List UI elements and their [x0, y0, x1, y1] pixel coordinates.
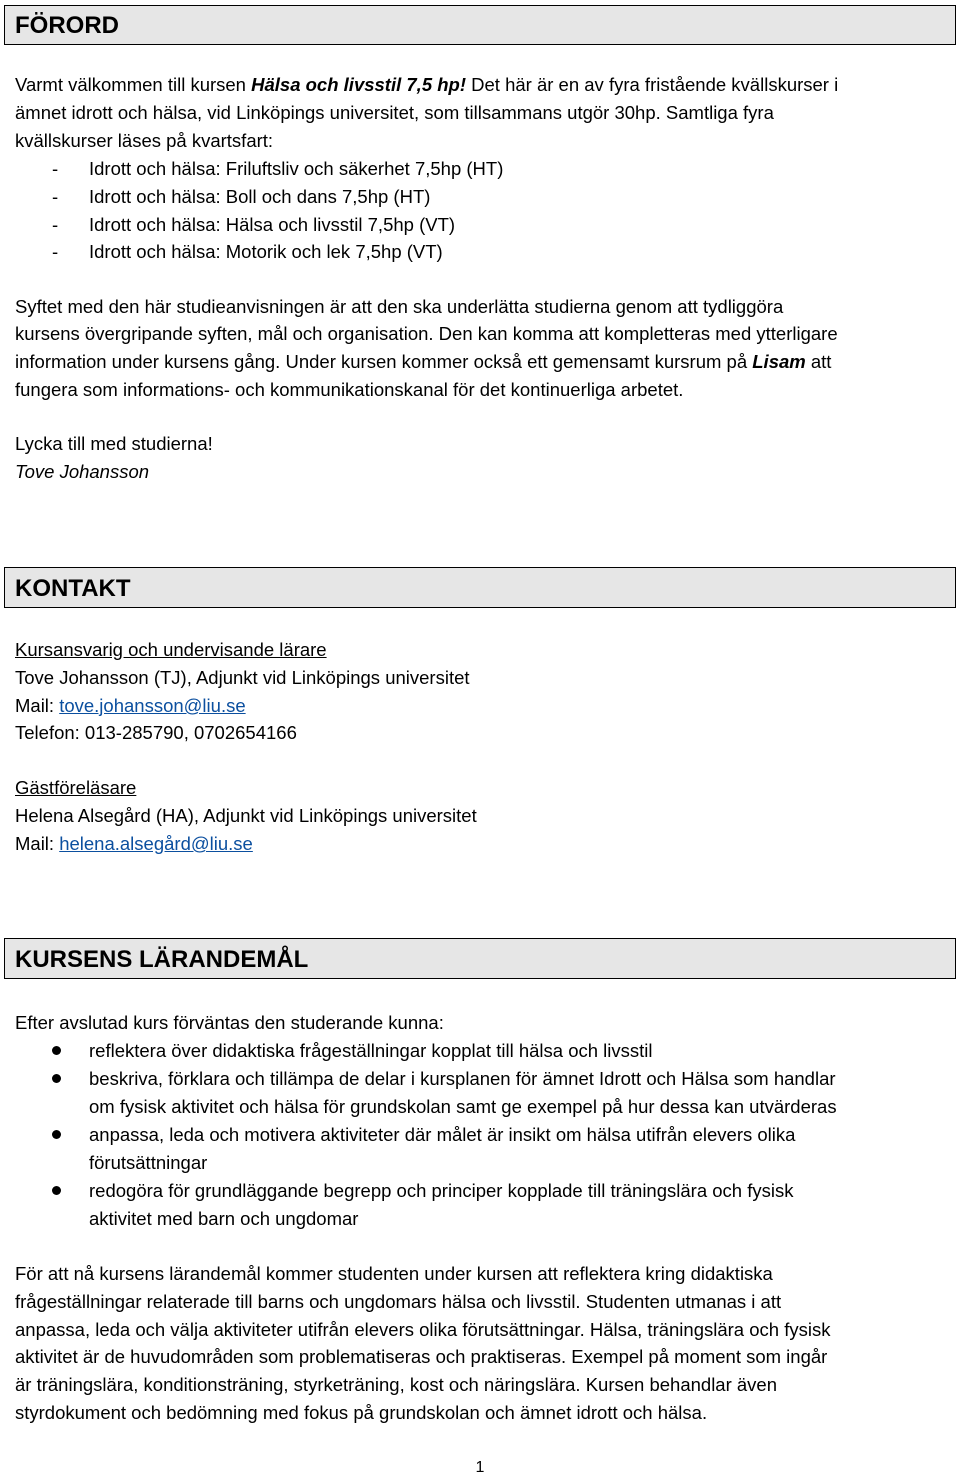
foreword-intro-line-1 [15, 71, 838, 99]
list-dash: - [52, 241, 59, 262]
purpose-line-3-post: att [805, 351, 832, 372]
responsible-mail-link[interactable]: tove.johansson@liu.se [59, 695, 246, 716]
foreword-intro-line-3: kvällskurser läses på kvartsfart: [15, 130, 274, 151]
responsible-mail-line [15, 692, 246, 720]
guest-title: Gästföreläsare [15, 777, 137, 798]
goals-paragraph-line: anpassa, leda och välja aktiviteter utifrån elevers olika förutsättningar. Hälsa, träningslära och fysisk [15, 1319, 831, 1340]
bullet-icon [52, 1074, 61, 1083]
purpose-line-4: fungera som informations- och kommunikationskanal för det kontinuerliga arbetet. [15, 379, 684, 400]
guest-name: Helena Alsegård (HA), Adjunkt vid Linköpings universitet [15, 805, 477, 826]
mail-label: Mail: [15, 695, 60, 716]
bullet-icon [52, 1046, 61, 1055]
intro-post: Det här är en av fyra fristående kvällskurser i [466, 74, 839, 95]
intro-pre: Varmt välkommen till kursen [15, 74, 252, 95]
signature: Tove Johansson [15, 461, 150, 482]
purpose-line-3-pre: information under kursens gång. Under kursen kommer också ett gemensamt kursrum på [15, 351, 753, 372]
goals-paragraph-line: är träningslära, konditionsträning, styrketräning, kost och näringslära. Kursen behandlar även [15, 1374, 778, 1395]
goals-intro: Efter avslutad kurs förväntas den studerande kunna: [15, 1012, 444, 1033]
guest-mail-line [15, 830, 253, 858]
guest-mail-link[interactable]: helena.alsegård@liu.se [59, 833, 253, 854]
responsible-name: Tove Johansson (TJ), Adjunkt vid Linköpings universitet [15, 667, 470, 688]
course-name: Hälsa och livsstil 7,5 hp! [251, 74, 467, 95]
responsible-phone: Telefon: 013-285790, 0702654166 [15, 722, 297, 743]
bullet-icon [52, 1186, 61, 1195]
foreword-intro-line-2: ämnet idrott och hälsa, vid Linköpings universitet, som tillsammans utgör 30hp. Samtliga fyra [15, 102, 774, 123]
goal-item: reflektera över didaktiska frågeställningar kopplat till hälsa och livsstil [89, 1040, 653, 1061]
purpose-line-1: Syftet med den här studieanvisningen är att den ska underlätta studierna genom att tydliggöra [15, 296, 784, 317]
list-dash: - [52, 158, 59, 179]
goals-paragraph-line: aktivitet är de huvudområden som problematiseras och praktiseras. Exempel på moment som ingår [15, 1346, 828, 1367]
foreword-heading: FÖRORD [4, 5, 956, 45]
goals-heading: KURSENS LÄRANDEMÅL [4, 938, 956, 979]
goal-item-continued: om fysisk aktivitet och hälsa för grundskolan samt ge exempel på hur dessa kan utvärderas [89, 1096, 837, 1117]
purpose-line-3 [15, 348, 831, 376]
goal-item: beskriva, förklara och tillämpa de delar i kursplanen för ämnet Idrott och Hälsa som handlar [89, 1068, 836, 1089]
goals-paragraph-line: frågeställningar relaterade till barns och ungdomars hälsa och livsstil. Studenten utmanas i att [15, 1291, 782, 1312]
page-number: 1 [475, 1459, 485, 1476]
purpose-line-2: kursens övergripande syften, mål och organisation. Den kan komma att kompletteras med ytterligare [15, 323, 838, 344]
goal-item-continued: aktivitet med barn och ungdomar [89, 1208, 359, 1229]
mail-label: Mail: [15, 833, 60, 854]
contact-heading: KONTAKT [4, 567, 956, 608]
responsible-title: Kursansvarig och undervisande lärare [15, 639, 327, 660]
course-list-item: Idrott och hälsa: Friluftsliv och säkerhet 7,5hp (HT) [89, 158, 504, 179]
goal-item: anpassa, leda och motivera aktiviteter där målet är insikt om hälsa utifrån elevers olika [89, 1124, 796, 1145]
course-list-item: Idrott och hälsa: Hälsa och livsstil 7,5hp (VT) [89, 214, 456, 235]
bullet-icon [52, 1130, 61, 1139]
goals-paragraph-line: styrdokument och bedömning med fokus på grundskolan och ämnet idrott och hälsa. [15, 1402, 708, 1423]
course-list-item: Idrott och hälsa: Boll och dans 7,5hp (HT) [89, 186, 431, 207]
list-dash: - [52, 186, 59, 207]
goal-item-continued: förutsättningar [89, 1152, 208, 1173]
list-dash: - [52, 214, 59, 235]
closing-text: Lycka till med studierna! [15, 433, 213, 454]
goal-item: redogöra för grundläggande begrepp och principer kopplade till träningslära och fysisk [89, 1180, 794, 1201]
lisam-name: Lisam [752, 351, 806, 372]
goals-paragraph-line: För att nå kursens lärandemål kommer studenten under kursen att reflektera kring didaktiska [15, 1263, 773, 1284]
course-list-item: Idrott och hälsa: Motorik och lek 7,5hp (VT) [89, 241, 443, 262]
